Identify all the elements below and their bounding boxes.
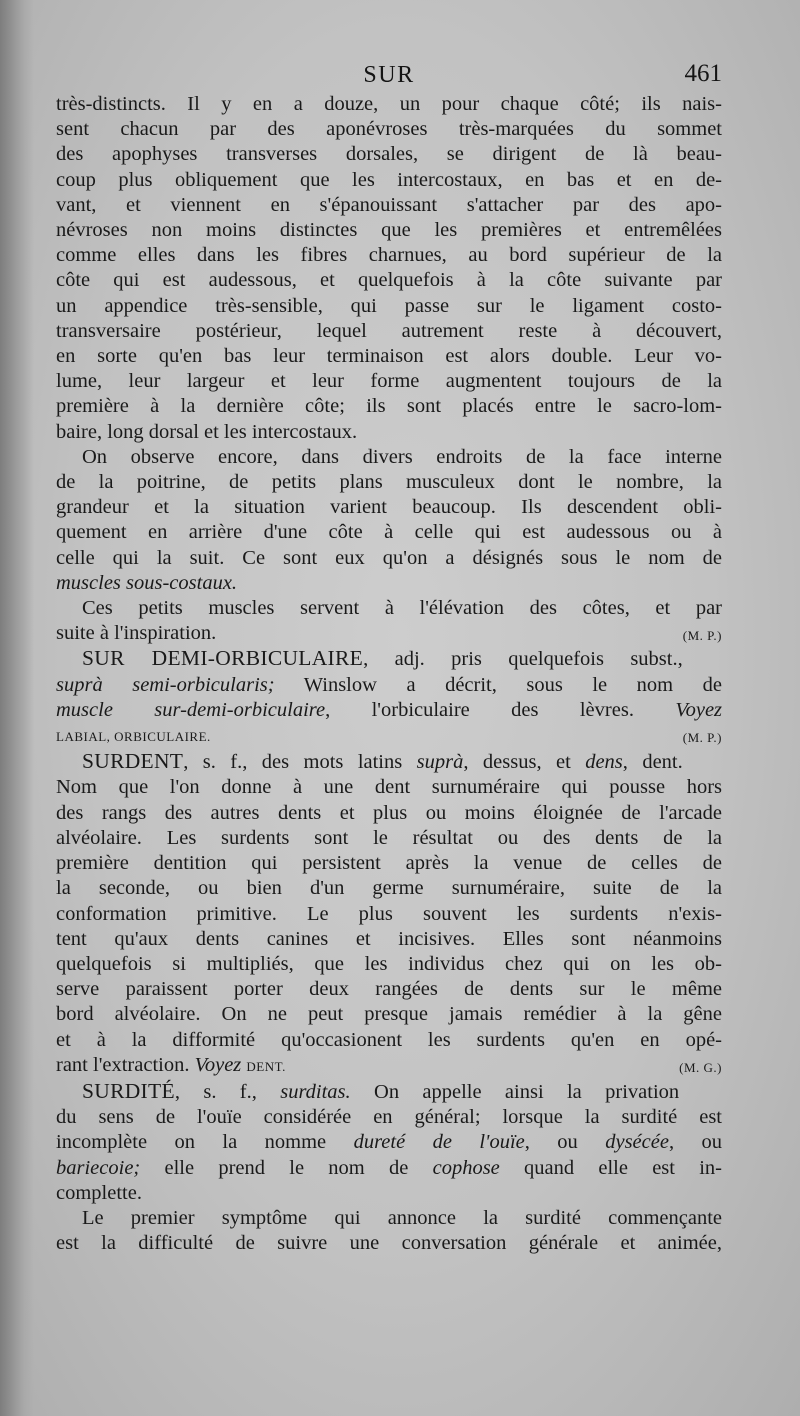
entry-term-surdemiorbiculaire: SUR DEMI-ORBICULAIRE xyxy=(82,646,364,671)
italic-term: suprà xyxy=(416,751,464,774)
italic-term: muscle sur-demi-orbiculaire xyxy=(56,698,326,721)
entry-term-surdent: SURDENT xyxy=(82,749,184,774)
entry-text: On appelle ainsi la privation xyxy=(374,1080,680,1103)
text-line xyxy=(56,1053,722,1079)
text-line: quelquefois si multipliés, que les individus chez qui on les ob- xyxy=(56,952,722,975)
page-body xyxy=(56,92,722,1256)
line-text: , ou xyxy=(668,1131,722,1154)
text-line xyxy=(56,1156,722,1181)
italic-term: suprà semi-orbicularis; xyxy=(56,673,275,696)
text-line xyxy=(56,571,722,596)
italic-term: bariecoie; xyxy=(56,1156,141,1179)
text-line: des apophyses transverses dorsales, se dirigent de là beau- xyxy=(56,143,722,166)
entry-text: , dessus, et xyxy=(463,751,571,774)
author-signature: (M. P.) xyxy=(682,730,722,746)
italic-term: dens xyxy=(585,751,623,774)
entry-line xyxy=(56,1079,722,1105)
text-line: bord alvéolaire. On ne peut presque jamais remédier à la gêne xyxy=(56,1003,722,1026)
text-line: un appendice très-sensible, qui passe sur le ligament costo- xyxy=(56,294,722,317)
text-line: est la difficulté de suivre une conversation générale et animée, xyxy=(56,1232,722,1255)
text-line: comme elles dans les fibres charnues, au bord supérieur de la xyxy=(56,244,722,267)
italic-term: Voyez xyxy=(194,1053,242,1076)
text-line: névroses non moins distinctes que les premières et entremêlées xyxy=(56,219,722,242)
page-header xyxy=(56,58,722,94)
line-text: elle prend le nom de xyxy=(164,1156,409,1179)
cross-reference: DENT. xyxy=(246,1058,286,1074)
entry-text: , s. f., des mots latins xyxy=(183,751,403,774)
text-line: Le premier symptôme qui annonce la surdité commençante xyxy=(82,1206,722,1229)
text-line: des rangs des autres dents et plus ou moins éloignée de l'arcade xyxy=(56,801,722,824)
line-text: rant l'extraction. xyxy=(56,1053,190,1076)
text-line: vant, et viennent en s'épanouissant s'attacher par des apo- xyxy=(56,193,722,216)
text-line: côte qui est audessous, et quelquefois à la côte suivante par xyxy=(56,269,722,292)
line-text: , ou xyxy=(524,1131,578,1154)
text-line xyxy=(56,673,722,698)
entry-line xyxy=(56,646,722,672)
line-text: incomplète on la nomme xyxy=(56,1131,327,1154)
line-text: , l'orbiculaire des lèvres. xyxy=(325,698,634,721)
entry-term-surdite: SURDITÉ xyxy=(82,1078,175,1103)
text-line: complette. xyxy=(56,1181,142,1204)
text-line: sent chacun par des aponévroses très-marquées du sommet xyxy=(56,118,722,141)
entry-text: , s. f., xyxy=(174,1080,257,1103)
entry-text: , adj. pris quelquefois subst., xyxy=(363,648,683,671)
page-shadow-edge xyxy=(0,0,34,1416)
page-number: 461 xyxy=(684,60,722,87)
text-line: Nom que l'on donne à une dent surnuméraire qui pousse hors xyxy=(56,776,722,799)
text-line: serve paraissent porter deux rangées de dents sur le même xyxy=(56,978,722,1001)
author-signature: (M. G.) xyxy=(679,1059,722,1075)
text-line: conformation primitive. Le plus souvent les surdents n'exis- xyxy=(56,902,722,925)
italic-term: Voyez xyxy=(675,698,723,721)
line-text: suite à l'inspiration. xyxy=(56,622,217,645)
text-line: On observe encore, dans divers endroits de la face interne xyxy=(82,445,722,468)
italic-term: muscles sous-costaux. xyxy=(56,571,238,594)
text-line: de la poitrine, de petits plans musculeux dont le nombre, la xyxy=(56,471,722,494)
author-signature: (M. P.) xyxy=(682,628,722,644)
text-line xyxy=(56,621,722,646)
text-line: celle qui la suit. Ce sont eux qu'on a désignés sous le nom de xyxy=(56,546,722,569)
text-line xyxy=(56,1130,722,1155)
text-line: quement en arrière d'une côte à celle qui est audessous ou à xyxy=(56,521,722,544)
entry-text: , dent. xyxy=(622,751,683,774)
italic-term: surditas. xyxy=(280,1080,351,1103)
italic-term: dureté de l'ouïe xyxy=(353,1131,525,1154)
text-line: transversaire postérieur, lequel autrement reste à découvert, xyxy=(56,319,722,342)
text-line: tent qu'aux dents canines et incisives. Elles sont néanmoins xyxy=(56,927,722,950)
text-line: baire, long dorsal et les intercostaux. xyxy=(56,420,358,443)
text-line: grandeur et la situation varient beaucoup. Ils descendent obli- xyxy=(56,496,722,519)
text-line: et à la difformité qu'occasionent les surdents qu'en en opé- xyxy=(56,1028,722,1051)
running-head: SUR xyxy=(363,62,415,88)
text-line: première dentition qui persistent après la venue de celles de xyxy=(56,852,722,875)
text-line: en sorte qu'en bas leur terminaison est alors double. Leur vo- xyxy=(56,345,722,368)
text-line: la seconde, ou bien d'un germe surnuméraire, suite de la xyxy=(56,877,722,900)
text-line: Ces petits muscles servent à l'élévation des côtes, et par xyxy=(82,597,722,620)
cross-reference: LABIAL, ORBICULAIRE. xyxy=(56,729,211,745)
text-line: très-distincts. Il y en a douze, un pour chaque côté; ils nais- xyxy=(56,93,722,115)
italic-term: cophose xyxy=(432,1156,500,1179)
entry-line xyxy=(56,749,722,775)
text-line: lume, leur largeur et leur forme augmentent toujours de la xyxy=(56,370,722,393)
line-text: quand elle est in- xyxy=(524,1156,723,1179)
text-line xyxy=(56,698,722,723)
text-line: première à la dernière côte; ils sont placés entre le sacro-lom- xyxy=(56,395,722,418)
italic-term: dysécée xyxy=(605,1131,669,1154)
text-line: du sens de l'ouïe considérée en général; lorsque la surdité est xyxy=(56,1106,722,1129)
text-line: alvéolaire. Les surdents sont le résultat ou des dents de la xyxy=(56,826,722,849)
text-line xyxy=(56,723,722,749)
line-text: Winslow a décrit, sous le nom de xyxy=(303,673,722,696)
text-line: coup plus obliquement que les intercostaux, en bas et en de- xyxy=(56,168,722,191)
